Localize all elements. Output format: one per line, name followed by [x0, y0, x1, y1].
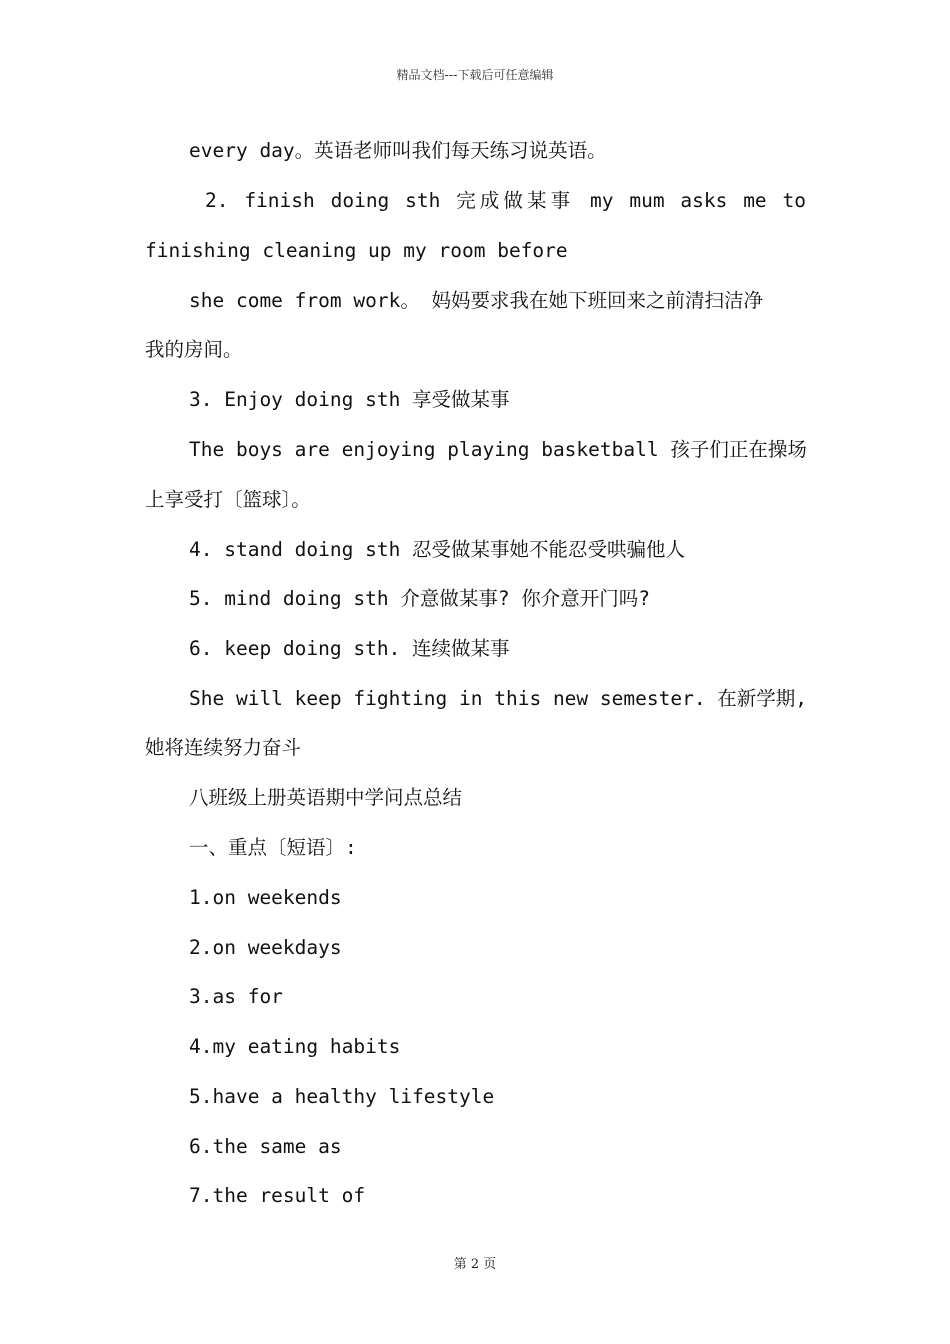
- text-line-1: every day。英语老师叫我们每天练习说英语。: [189, 139, 607, 162]
- text-line-6: 3. Enjoy doing sth 享受做某事: [189, 388, 510, 411]
- page-number: 第 2 页: [453, 1257, 497, 1272]
- page-header: 精品文档---下载后可任意编辑: [396, 68, 554, 82]
- text-line-9: 4. stand doing sth 忍受做某事她不能忍受哄骗他人: [189, 538, 686, 561]
- list-item: 5.have a healthy lifestyle: [189, 1085, 495, 1108]
- subsection-heading: 一、重点〔短语〕:: [189, 836, 357, 859]
- text-line-2: 2. finish doing sth 完成做某事 my mum asks me to: [205, 189, 806, 212]
- text-line-8: 上享受打〔篮球〕。: [145, 488, 311, 511]
- text-line-10: 5. mind doing sth 介意做某事? 你介意开门吗?: [189, 587, 651, 610]
- text-line-12: She will keep fighting in this new semester. 在新学期,: [189, 687, 808, 710]
- text-line-13: 她将连续努力奋斗: [145, 736, 302, 759]
- list-item: 4.my eating habits: [189, 1035, 401, 1058]
- text-line-7: The boys are enjoying playing basketball 孩子们正在操场: [189, 438, 807, 461]
- text-line-3: finishing cleaning up my room before: [145, 239, 568, 262]
- list-item: 1.on weekends: [189, 886, 342, 909]
- text-line-11: 6. keep doing sth. 连续做某事: [189, 637, 510, 660]
- text-line-5: 我的房间。: [145, 338, 243, 361]
- text-line-4: she come from work。 妈妈要求我在她下班回来之前清扫洁净: [189, 289, 764, 312]
- list-item: 2.on weekdays: [189, 936, 342, 959]
- list-item: 7.the result of: [189, 1184, 366, 1207]
- section-title: 八班级上册英语期中学问点总结: [189, 786, 463, 809]
- list-item: 3.as for: [189, 985, 283, 1008]
- list-item: 6.the same as: [189, 1135, 342, 1158]
